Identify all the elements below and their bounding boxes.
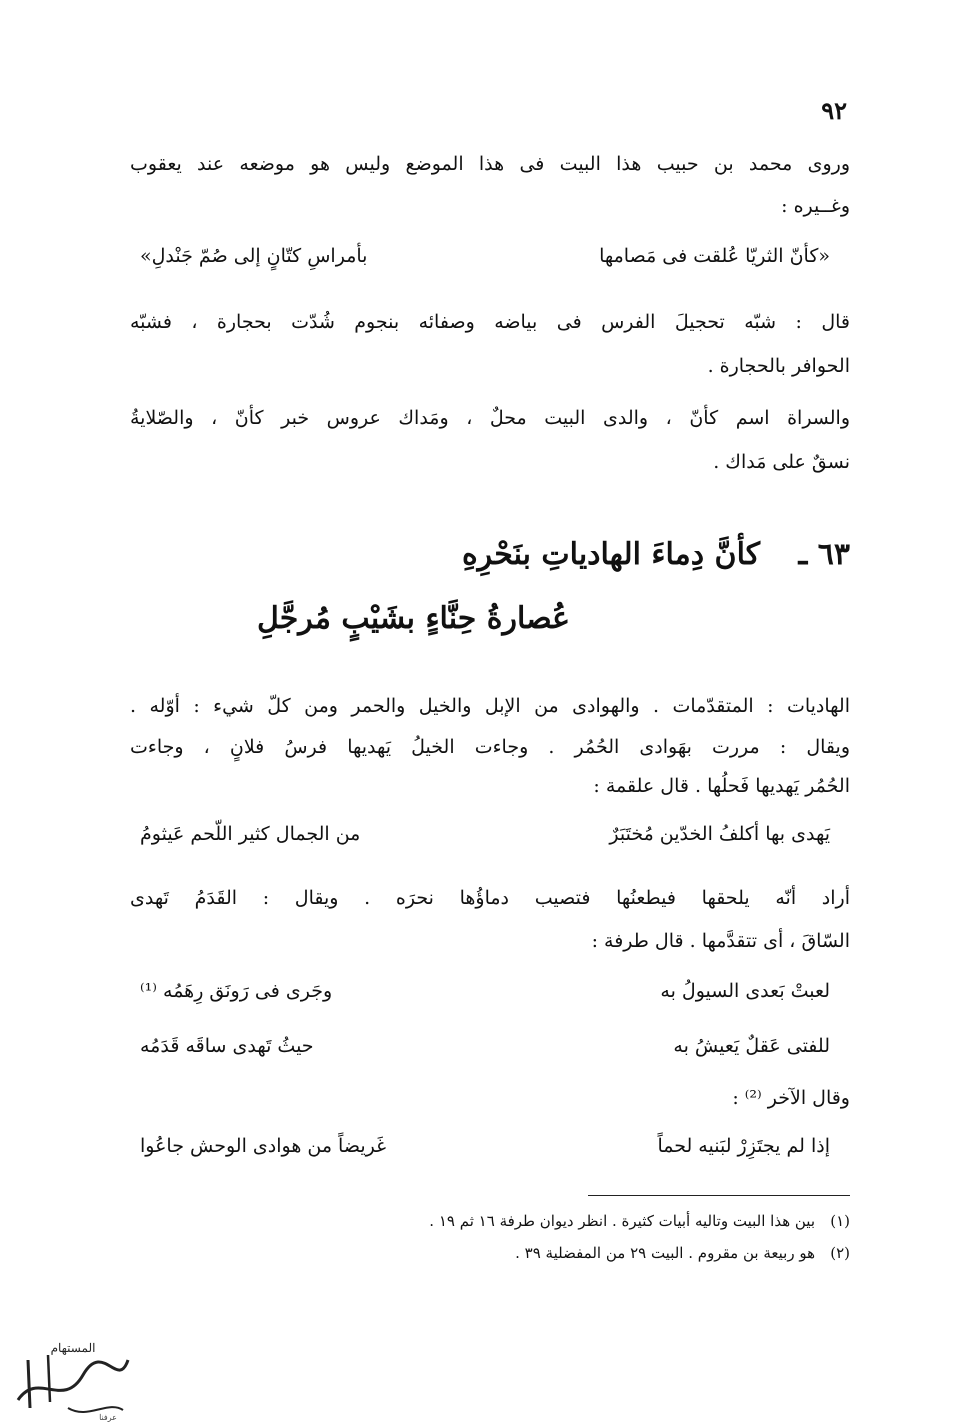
para2-line-1: والسراة اسم كأنّ ، والدى البيت محلٌ ، ومَداك عروس خبر كأنّ ، والصّلايةُ [130, 407, 850, 429]
calligraphy-logo [8, 1330, 138, 1422]
other-intro: وقال الآخر ⁽²⁾ : [732, 1087, 850, 1109]
para1-line-1: قال : شبّه تحجيلَ الفرس فى بياضه وصفائه بنجوم شُدّت بحجارة ، فشبّه [130, 311, 850, 333]
main-verse-hemistich-1: كأنَّ دِماءَ الهادياتِ بنَحْرِهِ [461, 537, 760, 572]
verse-b-right: يَهدى بها أكلفُ الخدّين مُختَبَرٌ [609, 823, 830, 845]
commentary-line-3: الحُمُر يَهديها فَحلُها . قال علقمة : [593, 775, 850, 797]
verse-e-right: إذا لم يجتَزِرْ لبَنيه لحماً [657, 1135, 830, 1157]
intro-line-1: وروى محمد بن حبيب هذا البيت فى هذا الموضع وليس هو موضعه عند يعقوب [130, 153, 850, 175]
verse-a-left: بأمراسِ كتّانٍ إلى صُمّ جَنْدلِ» [140, 245, 368, 267]
verse-b-left: من الجمال كثير اللّحم عَيثومُ [140, 823, 361, 845]
logo-text: المستهام [50, 1341, 96, 1355]
footnote-2-text: هو ربيعة بن مقروم . البيت ٢٩ من المفضلية ٣٩ . [515, 1244, 815, 1262]
footnote-1-number: (١) [830, 1212, 850, 1230]
verse-c-right: لعبتْ بَعدى السيولُ به [660, 980, 830, 1002]
commentary-line-2: ويقال : مررت بهَوادى الحُمُر . وجاءت الخيلُ يَهديها فرسُ فلانٍ ، وجاءت [130, 736, 850, 758]
verse-e-left: غَريضاً من هوادى الوحش جاعُوا [140, 1135, 387, 1157]
verse-number: ٦٣ ـ [798, 537, 850, 572]
intro-line-2: وغــيره : [781, 195, 850, 217]
footnote-rule [588, 1195, 850, 1196]
para1-line-2: الحوافر بالحجارة . [707, 355, 850, 377]
para2-line-2: نسقٌ على مَداك . [713, 451, 850, 473]
logo-subtext: عرفنا [99, 1413, 117, 1422]
page-number: ٩٢ [821, 96, 847, 125]
verse-d-right: للفتى عَقلٌ يَعيشُ به [673, 1035, 830, 1057]
footnote-1-text: بين هذا البيت وتاليه أبيات كثيرة . انظر ديوان طرفة ١٦ ثم ١٩ . [429, 1212, 815, 1230]
verse-c-left: وجَرى فى رَونَق رِهَمُه ⁽¹⁾ [140, 980, 333, 1002]
commentary-line-1: الهاديات : المتقدّمات . والهوادى من الإبل والخيل والحمر ومن كلّ شيء : أوّله . [130, 695, 850, 717]
verse-d-left: حيثُ تَهدى ساقَه قَدَمُه [140, 1035, 314, 1057]
para3-line-2: السّاقَ ، أى تتقدَّمها . قال طرفة : [591, 930, 850, 952]
para3-line-1: أراد أنّه يلحقها فيطعنُها فتصيب دماؤُها نحرَه . ويقال : القَدَمُ تَهدى [130, 887, 850, 909]
main-verse-hemistich-2: عُصارةُ حِنَّاءٍ بشَيْبٍ مُرجَّلِ [257, 601, 570, 636]
footnote-2-number: (٢) [830, 1244, 850, 1262]
verse-a-right: «كأنّ الثريّا عُلقت فى مَصامها [599, 245, 830, 267]
